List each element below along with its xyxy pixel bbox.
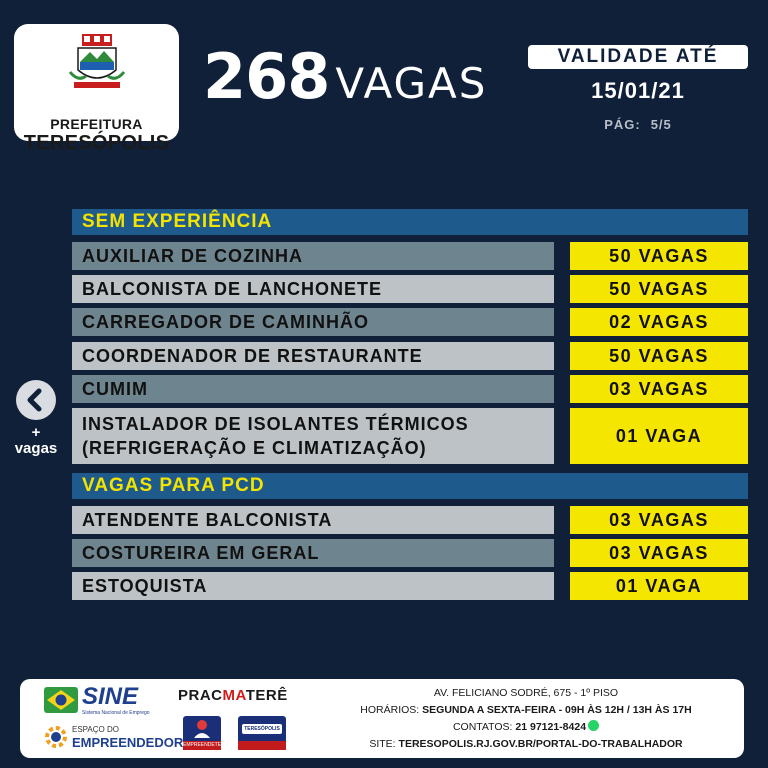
validade-date: 15/01/21 xyxy=(591,78,685,103)
hours-label: HORÁRIOS: xyxy=(360,704,420,716)
job-vagas: 03 VAGAS xyxy=(570,506,748,534)
espaco-text: ESPAÇO DO xyxy=(72,725,119,734)
page-value: 5/5 xyxy=(650,117,672,132)
sine-logo xyxy=(44,685,164,717)
empreendetere-tag: EMPREENDETERÊ xyxy=(183,742,229,748)
hours-value: SEGUNDA A SEXTA-FEIRA - 09H ÀS 12H / 13H ÀS 17H xyxy=(422,704,692,716)
teresopolis-mini-logo xyxy=(238,716,286,750)
job-vagas: 03 VAGAS xyxy=(570,539,748,567)
headline xyxy=(203,40,487,120)
person-icon xyxy=(183,716,221,741)
sine-subtitle: Sistema Nacional de Emprego xyxy=(82,710,150,716)
job-title: CARREGADOR DE CAMINHÃO xyxy=(72,308,554,336)
contact-label: CONTATOS: xyxy=(452,721,513,733)
job-title-multiline xyxy=(72,408,554,464)
job-title: COSTUREIRA EM GERAL xyxy=(72,539,554,567)
page-label: PÁG: xyxy=(604,117,641,132)
gear-icon xyxy=(44,725,68,749)
section-header-vagas-pcd: VAGAS PARA PCD xyxy=(72,473,748,499)
teresopolis-mini-tag xyxy=(238,741,286,750)
job-vagas: 50 VAGAS xyxy=(570,342,748,370)
site-line xyxy=(316,736,736,753)
plus-label: + xyxy=(31,424,41,441)
job-vagas: 02 VAGAS xyxy=(570,308,748,336)
job-title: ESTOQUISTA xyxy=(72,572,554,600)
praca-text-c: TERÊ xyxy=(245,687,288,704)
job-title: AUXILIAR DE COZINHA xyxy=(72,242,554,270)
page-indicator xyxy=(528,117,748,132)
address-text: AV. FELICIANO SODRÉ, 675 - 1º PISO xyxy=(433,687,619,699)
job-title: CUMIM xyxy=(72,375,554,403)
empreendetere-logo xyxy=(183,716,229,750)
job-vagas: 03 VAGAS xyxy=(570,375,748,403)
teresopolis-mini-text: TERESÓPOLIS xyxy=(242,724,282,734)
contacts-line xyxy=(316,719,736,736)
job-title-line1: INSTALADOR DE ISOLANTES TÉRMICOS xyxy=(82,414,469,434)
section-header-sem-experiencia: SEM EXPERIÊNCIA xyxy=(72,209,748,235)
coat-of-arms-icon xyxy=(66,32,128,94)
contact-value[interactable]: 21 97121-8424 xyxy=(515,721,587,733)
logo-teresopolis-text: TERESÓPOLIS xyxy=(23,132,170,154)
hours-line xyxy=(316,702,736,719)
total-vagas-number: 268 xyxy=(203,40,330,113)
brazil-flag-icon xyxy=(44,687,78,713)
site-link[interactable]: TERESOPOLIS.RJ.GOV.BR/PORTAL-DO-TRABALHADOR xyxy=(398,738,683,750)
footer xyxy=(20,679,744,758)
praca-text-b: MA xyxy=(222,687,246,704)
job-vagas: 01 VAGA xyxy=(570,572,748,600)
whatsapp-icon xyxy=(588,720,599,731)
job-title-line2: (REFRIGERAÇÃO E CLIMATIZAÇÃO) xyxy=(82,438,427,458)
vagas-label: vagas xyxy=(14,440,58,457)
chevron-left-icon xyxy=(16,380,56,420)
prefeitura-logo xyxy=(14,24,179,154)
job-title: COORDENADOR DE RESTAURANTE xyxy=(72,342,554,370)
contact-info xyxy=(316,685,736,753)
site-label: SITE: xyxy=(369,738,396,750)
praca-materê-logo xyxy=(178,687,288,704)
espaco-empreendedor-logo xyxy=(44,723,184,755)
more-vagas-label[interactable] xyxy=(6,425,66,457)
previous-page-button[interactable] xyxy=(16,380,56,420)
job-vagas: 50 VAGAS xyxy=(570,242,748,270)
job-vagas: 01 VAGA xyxy=(570,408,748,464)
logo-prefeitura-text: PREFEITURA xyxy=(50,116,143,132)
sine-text: SINE xyxy=(82,683,139,710)
total-vagas-word: VAGAS xyxy=(335,59,488,108)
empreendedor-text: EMPREENDEDOR xyxy=(72,735,184,750)
job-vagas: 50 VAGAS xyxy=(570,275,748,303)
praca-text-a: PRAC xyxy=(178,687,223,704)
job-title: ATENDENTE BALCONISTA xyxy=(72,506,554,534)
job-title: BALCONISTA DE LANCHONETE xyxy=(72,275,554,303)
validade-label: VALIDADE ATÉ xyxy=(528,45,748,69)
